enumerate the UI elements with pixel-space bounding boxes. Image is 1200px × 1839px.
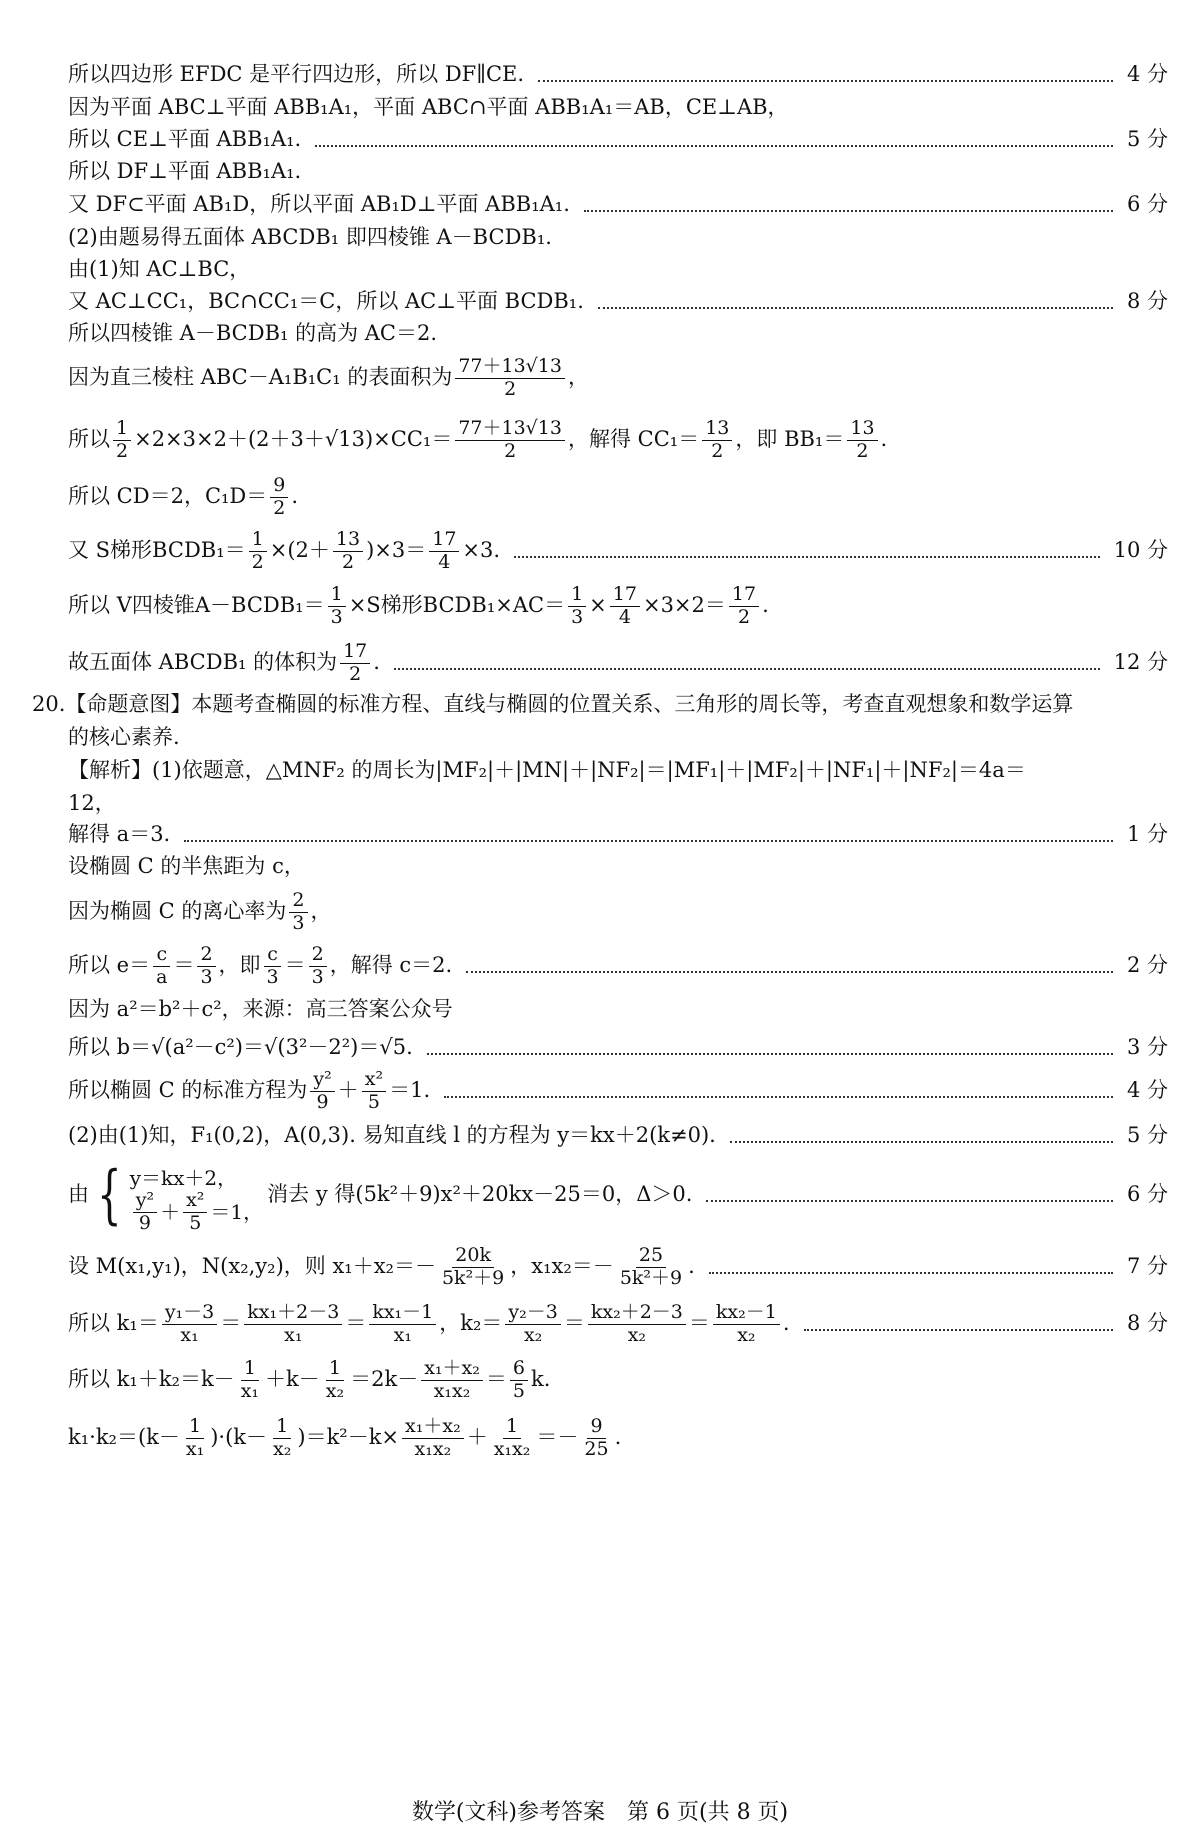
fraction-numerator: 77＋13√13 [455,418,565,441]
fraction-denominator: 2 [504,377,517,400]
dot-leader [466,971,1113,973]
text-run: 所以 k₁＋k₂＝k－ [68,1367,235,1392]
equation-2 [130,1188,264,1234]
text-run: ＝ [345,1311,367,1336]
solution-line [0,1408,1200,1468]
text-run: . [688,1254,695,1279]
text-run: ，即 BB₁＝ [735,427,845,452]
dot-leader [394,668,1100,670]
fraction [270,1416,294,1461]
solution-line [0,467,1200,527]
fraction [439,1245,507,1290]
line-row [68,1294,1168,1354]
text-run: ＝ [688,1311,710,1336]
line-row [68,1408,1168,1468]
solution-line [0,1350,1200,1410]
text-run: ，k₂＝ [439,1311,503,1336]
score-label: 10 分 [1113,538,1168,563]
fraction-denominator: 2 [273,496,286,519]
text-run: 因为椭圆 C 的离心率为 [68,899,287,924]
line-text: 20.【命题意图】本题考查椭圆的标准方程、直线与椭圆的位置关系、三角形的周长等，考查直观想象和数学运算 [32,692,1074,717]
fraction-denominator: x₁ [393,1323,412,1346]
solution-line [0,1158,1200,1234]
fraction-denominator: 2 [349,662,362,685]
text-run: ＝ [220,1311,242,1336]
equation-text: y＝kx＋2， [129,1166,238,1190]
left-brace-icon: { [97,1158,122,1232]
fraction-denominator: 3 [311,965,324,988]
score-label: 5 分 [1126,127,1168,152]
fraction [328,584,346,629]
fraction-numerator: y² [310,1069,334,1092]
text-run: 又 S梯形BCDB₁＝ [68,538,246,563]
fraction-denominator: 3 [200,965,213,988]
text-run: . [782,1311,790,1336]
score-label: 7 分 [1126,1254,1168,1279]
line-text: 由 [68,1182,89,1207]
fraction-numerator: 1 [568,584,586,607]
line-content [68,356,589,401]
fraction-denominator: 3 [330,605,343,628]
line-content [68,890,332,935]
fraction-denominator: 2 [116,439,129,462]
fraction [588,1302,686,1347]
text-run: . [373,650,380,675]
line-text: (2)由题易得五面体 ABCDB₁ 即四棱锥 A－BCDB₁. [68,225,552,250]
line-row [68,576,1168,636]
text-run: ＋k－ [265,1367,320,1392]
text-run: ，即 [218,953,261,978]
text-run: )×3＝ [366,538,427,563]
fraction-numerator: 1 [328,584,346,607]
text-run: ×S梯形BCDB₁×AC＝ [348,593,566,618]
fraction-numerator: kx₁＋2－3 [244,1302,342,1325]
fraction-denominator: x₁x₂ [433,1379,471,1402]
fraction-denominator: x₁ [240,1379,260,1402]
text-run: ×3. [462,538,501,563]
line-text: 由(1)知 AC⊥BC， [68,257,251,282]
fraction-numerator: 1 [241,1358,259,1381]
equation-text: ＝1， [210,1200,264,1224]
text-run: )·(k－ [210,1425,268,1450]
fraction [610,584,640,629]
fraction-numerator: y₂－3 [505,1302,560,1325]
solution-line [0,1237,1200,1297]
line-row [68,1158,1168,1234]
fraction-numerator: kx₂－1 [713,1302,780,1325]
solution-line [0,882,1200,942]
line-content [68,418,887,463]
text-run: 所以 e＝ [68,953,151,978]
dot-leader [444,1096,1113,1098]
fraction-denominator: x₁ [284,1323,303,1346]
fraction-numerator: c [264,944,281,967]
line-text: 因为直三棱柱 ABC－A₁B₁C₁ 的表面积为 [68,365,453,390]
source-note: 来源：高三答案公众号 [242,997,453,1022]
fraction-denominator: 5 [367,1090,380,1113]
line-text: 又 AC⊥CC₁，BC∩CC₁＝C，所以 AC⊥平面 BCDB₁. [68,289,584,314]
line-text: 又 DF⊂平面 AB₁D，所以平面 AB₁D⊥平面 ABB₁A₁. [68,192,570,217]
fraction-denominator: 4 [438,550,451,573]
fraction [113,418,131,463]
score-label: 8 分 [1126,1311,1168,1336]
text-run: ×2×3×2＋(2＋3＋√13)×CC₁＝ [134,427,453,452]
score-label: 1 分 [1126,822,1168,847]
fraction [491,1416,534,1461]
fraction-denominator: x₁x₂ [414,1437,452,1460]
fraction [333,529,363,574]
fraction-numerator: 17 [340,641,370,664]
fraction [702,418,732,463]
text-run: ＝2k－ [350,1367,419,1392]
fraction [455,356,565,401]
text-run: ＋ [466,1425,488,1450]
fraction-numerator: 1 [273,1416,291,1439]
line-row [68,1106,1168,1166]
fraction-denominator: 5 [512,1379,525,1402]
dot-leader [427,1053,1113,1055]
line-content [68,1123,716,1148]
score-label: 6 分 [1126,192,1168,217]
fraction-denominator: a [156,965,168,988]
line-content [68,1416,621,1461]
line-text: 设椭圆 C 的半焦距为 c， [68,854,305,879]
score-label: 4 分 [1126,62,1168,87]
line-text: 所以四棱锥 A－BCDB₁ 的高为 AC＝2. [68,321,438,346]
fraction-numerator: 1 [113,418,131,441]
line-row [68,348,1168,408]
fraction [133,1190,157,1235]
fraction-numerator: x² [362,1069,386,1092]
fraction-denominator: 2 [737,605,751,628]
fraction-denominator: 3 [266,965,279,988]
score-label: 4 分 [1126,1078,1168,1103]
fraction-denominator: 2 [341,550,355,573]
fraction [581,1416,611,1461]
fraction [249,529,267,574]
text-run: × [589,593,607,618]
score-label: 2 分 [1126,953,1168,978]
fraction [568,584,586,629]
fraction-denominator: 5k²＋9 [441,1266,505,1289]
text-run: 所以椭圆 C 的标准方程为 [68,1078,308,1103]
fraction-numerator: 13 [333,529,363,552]
fraction [505,1302,560,1347]
line-content [68,475,298,520]
fraction-numerator: 1 [186,1416,204,1439]
score-label: 8 分 [1126,289,1168,314]
dot-leader [706,1200,1112,1202]
line-content [68,1302,790,1347]
text-run: ＝ [563,1311,585,1336]
dot-leader [804,1329,1113,1331]
solution-line [0,1294,1200,1354]
solution-line [0,410,1200,470]
solution-line [0,1106,1200,1166]
fraction-numerator: 9 [270,475,288,498]
text-run: 设 M(x₁,y₁)，N(x₂,y₂)，则 x₁＋x₂＝－ [68,1254,436,1279]
fraction-denominator: x₁x₂ [493,1437,531,1460]
line-row [68,882,1168,942]
fraction-denominator: x₂ [273,1437,292,1460]
fraction-denominator: 2 [504,439,517,462]
text-run: )＝k²－k× [297,1425,400,1450]
text-run: ＝1. [389,1078,431,1103]
text-run: . [614,1425,622,1450]
text-run: ， [310,899,332,924]
line-row [68,410,1168,470]
line-text: 解得 a＝3. [68,822,171,847]
line-text: 所以四边形 EFDC 是平行四边形，所以 DF∥CE. [68,62,525,87]
fraction-numerator: c [153,944,170,967]
fraction-numerator: 77＋13√13 [455,356,565,379]
line-text: 所以 CE⊥平面 ABB₁A₁. [68,127,302,152]
line-text: 12， [68,791,116,816]
fraction-denominator: 3 [292,911,305,934]
fraction-numerator: 9 [587,1416,605,1439]
fraction-denominator: 2 [251,550,264,573]
fraction [729,584,759,629]
line-text: 因为平面 ABC⊥平面 ABB₁A₁，平面 ABC∩平面 ABB₁A₁＝AB，CE⊥AB， [68,95,789,120]
fraction-numerator: 2 [197,944,215,967]
fraction-denominator: x₂ [737,1323,756,1346]
fraction [183,1416,207,1461]
fraction [847,418,877,463]
system-equations [129,1161,264,1234]
fraction [270,475,288,520]
dot-leader [709,1272,1113,1274]
fraction [510,1358,528,1403]
fraction-denominator: 9 [316,1090,329,1113]
fraction [455,418,565,463]
fraction-numerator: 6 [510,1358,528,1381]
text-run: 所以 [68,427,110,452]
text-run: ，解得 c＝2. [329,953,453,978]
fraction-numerator: 17 [610,584,640,607]
line-content [68,584,769,629]
page-footer: 数学(文科)参考答案 第 6 页(共 8 页) [411,1800,789,1825]
fraction [162,1302,217,1347]
fraction [369,1302,436,1347]
line-row [68,1237,1168,1297]
fraction-numerator: 1 [326,1358,344,1381]
solution-line [0,348,1200,408]
line-content [68,1358,550,1403]
fraction-numerator: y₁－3 [162,1302,217,1325]
fraction-denominator: x₂ [325,1379,345,1402]
fraction [421,1358,483,1403]
fraction-denominator: 3 [571,605,584,628]
text-run: 所以 V四棱锥A－BCDB₁＝ [68,593,325,618]
line-content [68,321,437,346]
line-content [68,1245,695,1290]
line-text: 的核心素养. [68,725,180,750]
fraction-numerator: x² [183,1190,207,1213]
fraction [289,890,307,935]
text-run: 所以 k₁＝ [68,1311,159,1336]
fraction-numerator: 25 [636,1245,666,1268]
equation-text: ＋ [160,1200,181,1224]
fraction [238,1358,262,1403]
fraction-numerator: kx₁－1 [369,1302,436,1325]
fraction [183,1190,207,1235]
fraction-denominator: x₂ [627,1323,647,1346]
fraction-denominator: 9 [138,1211,151,1234]
fraction-numerator: x₁＋x₂ [421,1358,483,1381]
solution-line [0,521,1200,581]
text-run: ，解得 CC₁＝ [567,427,700,452]
fraction-numerator: 20k [452,1245,494,1268]
text-run: . [291,484,299,509]
line-text: 所以 DF⊥平面 ABB₁A₁. [68,159,302,184]
text-run: ＝－ [536,1425,579,1450]
fraction-numerator: 1 [249,529,267,552]
fraction-numerator: 13 [847,418,877,441]
fraction-numerator: y² [133,1190,157,1213]
fraction [402,1416,464,1461]
fraction-denominator: 5k²＋9 [619,1266,683,1289]
line-text: ， [567,365,589,390]
fraction-numerator: kx₂＋2－3 [588,1302,686,1325]
fraction-numerator: 2 [289,890,307,913]
line-content [68,1035,413,1060]
dot-leader [514,556,1100,558]
text-run: . [880,427,888,452]
equation-system [89,1158,264,1234]
fraction-numerator: x₁＋x₂ [402,1416,464,1439]
text-run: ＝ [284,953,306,978]
fraction-numerator: 17 [729,584,759,607]
text-run: ＝ [485,1367,507,1392]
dot-leader [730,1141,1113,1143]
solution-line [0,576,1200,636]
fraction-denominator: 2 [711,439,724,462]
text-run: 故五面体 ABCDB₁ 的体积为 [68,650,338,675]
fraction-denominator: x₁ [180,1323,199,1346]
line-row [68,467,1168,527]
line-content [68,854,305,879]
score-label: 6 分 [1126,1182,1168,1207]
text-run: ×3×2＝ [642,593,726,618]
fraction-denominator: 25 [584,1437,609,1460]
line-text: 因为 a²＝b²＋c²， [68,997,243,1022]
fraction-denominator: 2 [856,439,869,462]
fraction [429,529,459,574]
text-run: ×(2＋ [269,538,330,563]
fraction [323,1358,347,1403]
text-run: ＝ [173,953,195,978]
fraction-numerator: 13 [702,418,732,441]
fraction-denominator: 5 [189,1211,202,1234]
fraction [713,1302,780,1347]
line-row [68,1350,1168,1410]
text-run: 所以 CD＝2，C₁D＝ [68,484,268,509]
line-content [68,529,500,574]
text-run: k₁·k₂＝(k－ [68,1425,180,1450]
score-label: 3 分 [1126,1035,1168,1060]
fraction-numerator: 2 [309,944,327,967]
fraction-denominator: 4 [618,605,631,628]
line-row [68,521,1168,581]
fraction-denominator: x₁ [185,1437,205,1460]
fraction [617,1245,685,1290]
text-run: k. [530,1367,551,1392]
fraction-denominator: x₂ [523,1323,543,1346]
fraction-numerator: 17 [429,529,459,552]
fraction [244,1302,342,1347]
score-label: 12 分 [1113,650,1168,675]
line-text: (2)由(1)知，F₁(0,2)，A(0,3). 易知直线 l 的方程为 y＝kx＋2(k≠0). [68,1123,716,1148]
line-text: 【解析】(1)依题意，△MNF₂ 的周长为|MF₂|＋|MN|＋|NF₂|＝|MF₁|＋|MF₂|＋|NF₁|＋|NF₂|＝4a＝ [68,758,1026,783]
text-run: . [762,593,769,618]
line-text: 所以 b＝√(a²－c²)＝√(3²－2²)＝√5. [68,1035,413,1060]
line-content [68,1158,693,1234]
line-text: 消去 y 得(5k²＋9)x²＋20kx－25＝0，Δ＞0. [267,1182,693,1207]
text-run: ，x₁x₂＝－ [510,1254,614,1279]
text-run: ＋ [337,1078,359,1103]
fraction-numerator: 1 [503,1416,521,1439]
score-label: 5 分 [1126,1123,1168,1148]
